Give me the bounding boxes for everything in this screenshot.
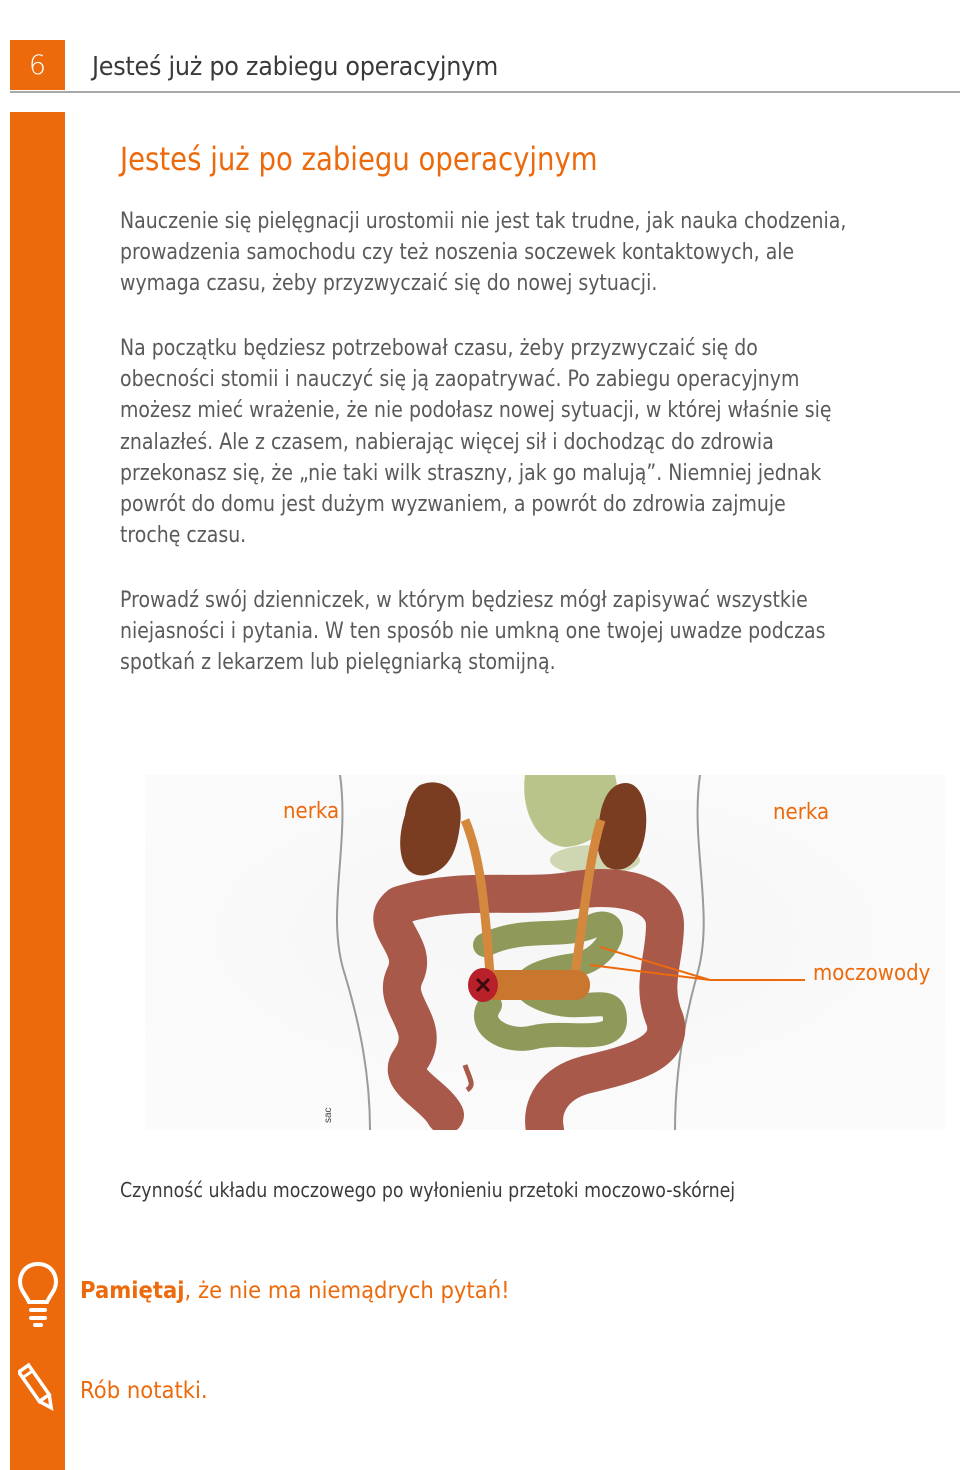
remember-tip-bold: Pamiętaj xyxy=(80,1278,185,1304)
notes-tip: Rób notatki. xyxy=(80,1378,208,1404)
remember-tip-rest: , że nie ma niemądrych pytań! xyxy=(184,1278,510,1304)
paragraph-3 xyxy=(120,585,868,679)
paragraph-line: przekonasz się, że „nie taki wilk straszny, jak go malują”. Niemniej jednak xyxy=(120,460,822,486)
paragraph-line: możesz mieć wrażenie, że nie podołasz nowej sytuacji, w której właśnie się xyxy=(120,398,832,424)
paragraph-2 xyxy=(120,333,868,551)
paragraph-1 xyxy=(120,206,868,300)
paragraph-line: wymaga czasu, żeby przyzwyczaić się do nowej sytuacji. xyxy=(120,271,658,297)
paragraph-line: spotkań z lekarzem lub pielęgniarką stomijną. xyxy=(120,650,556,676)
paragraph-line: trochę czasu. xyxy=(120,523,247,549)
paragraph-line: prowadzenia samochodu czy też noszenia soczewek kontaktowych, ale xyxy=(120,240,795,266)
urinary-system-illustration xyxy=(145,775,945,1130)
paragraph-line: Prowadź swój dzienniczek, w którym będziesz mógł zapisywać wszystkie xyxy=(120,588,808,613)
running-title: Jesteś już po zabiegu operacyjnym xyxy=(92,52,498,82)
paragraph-line: niejasności i pytania. W ten sposób nie umkną one twojej uwadze podczas xyxy=(120,619,826,645)
paragraph-line: obecności stomii i nauczyć się ją zaopatrywać. Po zabiegu operacyjnym xyxy=(120,367,800,393)
remember-tip xyxy=(80,1278,510,1304)
anatomy-drawing xyxy=(145,775,945,1130)
page-number: 6 xyxy=(10,40,65,90)
header-divider xyxy=(10,91,960,93)
paragraph-line: znalazłeś. Ale z czasem, nabierając więcej sił i dochodząc do zdrowia xyxy=(120,429,774,455)
label-ureters: moczowody xyxy=(813,961,931,986)
section-title: Jesteś już po zabiegu operacyjnym xyxy=(120,140,598,178)
label-kidney-left: nerka xyxy=(283,799,340,824)
paragraph-line: Nauczenie się pielęgnacji urostomii nie jest tak trudne, jak nauka chodzenia, xyxy=(120,209,847,234)
paragraph-line: powrót do domu jest dużym wyzwaniem, a powrót do zdrowia zajmuje xyxy=(120,492,786,518)
artist-signature: sac xyxy=(323,1107,334,1123)
pencil-icon xyxy=(18,1362,58,1416)
label-kidney-right: nerka xyxy=(773,800,830,825)
paragraph-line: Na początku będziesz potrzebował czasu, żeby przyzwyczaić się do xyxy=(120,336,758,361)
figure-caption: Czynność układu moczowego po wyłonieniu przetoki moczowo-skórnej xyxy=(120,1178,736,1202)
lightbulb-icon xyxy=(16,1260,60,1330)
